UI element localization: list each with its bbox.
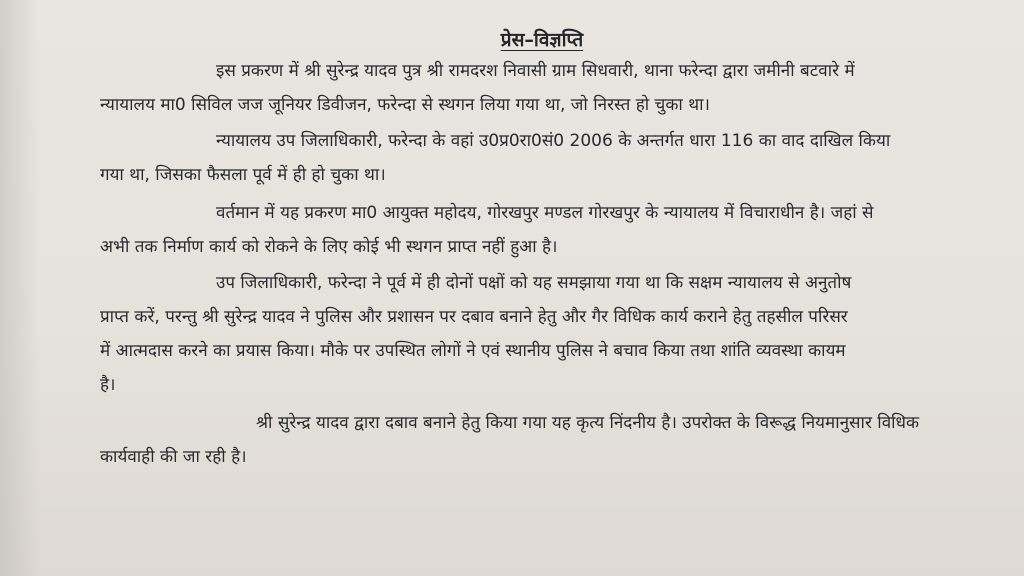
page-shadow [0,0,40,576]
paragraph-5 [100,406,976,474]
paragraph-line: गया था, जिसका फैसला पूर्व में ही हो चुका था। [100,165,386,185]
paragraph-line: में आत्मदास करने का प्रयास किया। मौके पर उपस्थित लोगों ने एवं स्थानीय पुलिस ने बचाव किया तथा शांति व्यवस्था कायम [100,341,846,361]
paragraph-2 [100,124,976,192]
paragraph-4 [100,266,976,402]
paragraph-line: न्यायालय उप जिलाधिकारी, फरेन्दा के वहां उ0प्र0रा0सं0 2006 के अन्तर्गत धारा 116 का वाद दाखिल किया [216,131,891,151]
paragraph-1 [100,54,976,122]
paragraph-line: उप जिलाधिकारी, फरेन्दा ने पूर्व में ही दोनों पक्षों को यह समझाया गया था कि सक्षम न्यायालय से अनुतोष [216,273,852,293]
paragraph-line: श्री सुरेन्द्र यादव द्वारा दबाव बनाने हेतु किया गया यह कृत्य निंदनीय है। उपरोक्त के विरूद्ध नियमानुसार विधिक [256,413,920,433]
paragraph-line: इस प्रकरण में श्री सुरेन्द्र यादव पुत्र श्री रामदरश निवासी ग्राम सिधवारी, थाना फरेन्दा द्वारा जमीनी बटवारे में [216,61,855,81]
title-text: प्रेस–विज्ञप्ति [500,29,584,51]
paragraph-line: प्राप्त करें, परन्तु श्री सुरेन्द्र यादव ने पुलिस और प्रशासन पर दबाव बनाने हेतु और गैर विधिक कार्य कराने हेतु तहसील परिसर [100,307,848,327]
paragraph-line: कार्यवाही की जा रही है। [100,447,247,467]
paragraph-line: वर्तमान में यह प्रकरण मा0 आयुक्त महोदय, गोरखपुर मण्डल गोरखपुर के न्यायालय में विचाराधीन है। जहां से [216,203,874,223]
paragraph-line: अभी तक निर्माण कार्य को रोकने के लिए कोई भी स्थगन प्राप्त नहीं हुआ है। [100,237,558,257]
paragraph-line: है। [100,375,116,395]
paragraph-3 [100,196,976,264]
paragraph-line: न्यायालय मा0 सिविल जज जूनियर डिवीजन, फरेन्दा से स्थगन लिया गया था, जो निरस्त हो चुका था। [100,95,710,115]
press-release-title [0,26,1024,52]
